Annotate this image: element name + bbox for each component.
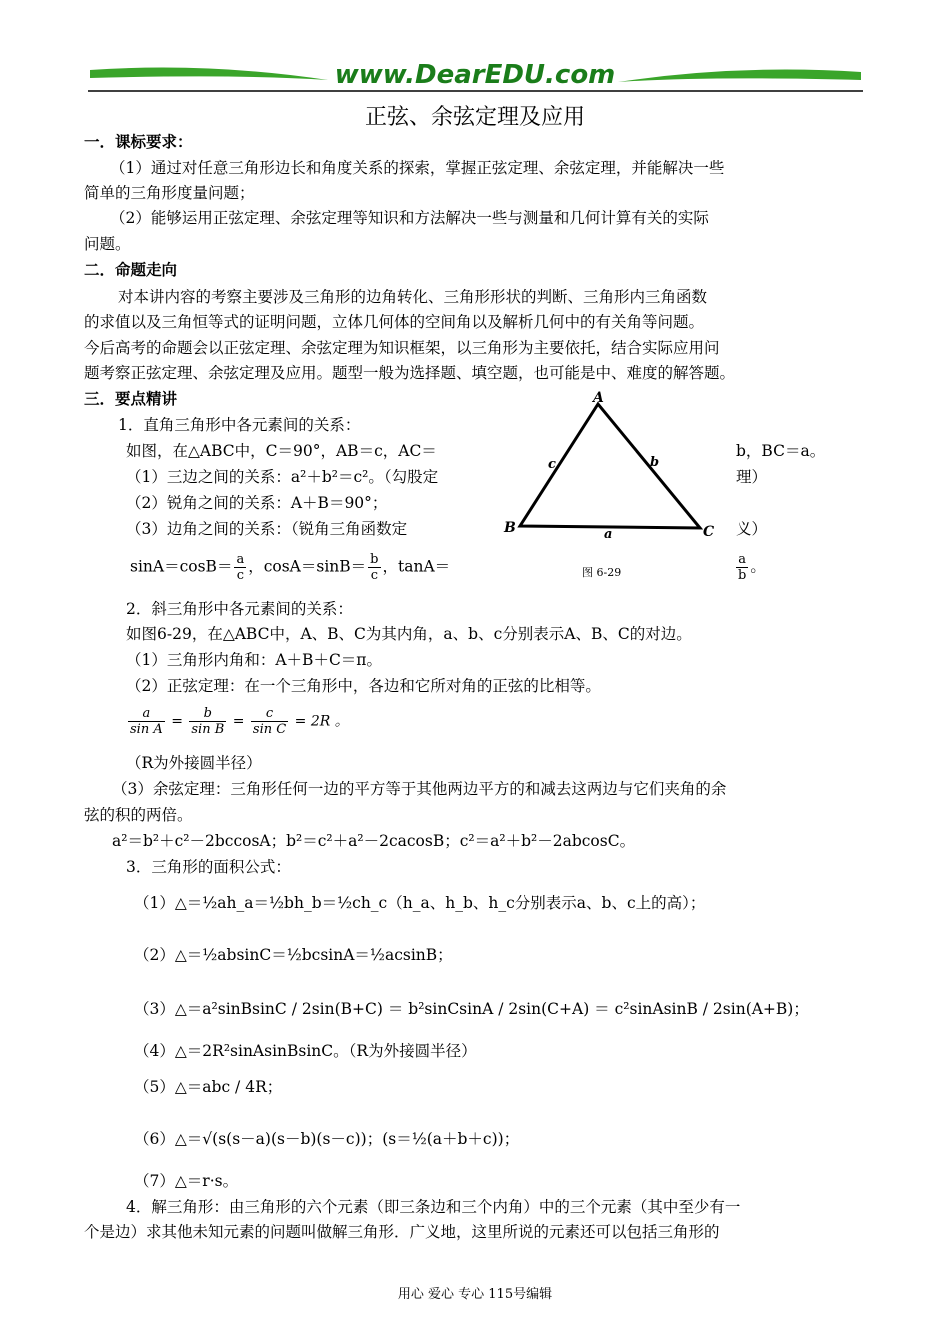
s1-p1b: 简单的三角形度量问题； — [84, 184, 255, 202]
side-a-label: a — [604, 527, 613, 542]
s3-m3: （2）正弦定理：在一个三角形中，各边和它所对角的正弦的比相等。 — [126, 677, 601, 695]
vertex-c-label: C — [703, 524, 715, 540]
s3-t2: 2．斜三角形中各元素间的关系： — [126, 600, 353, 618]
area-formula-5: （5）△＝abc / 4R； — [134, 1078, 283, 1096]
area-formula-2: （2）△＝½absinC＝½bcsinA＝½acsinB； — [134, 946, 453, 964]
s3-m5: （3）余弦定理：三角形任何一边的平方等于其他两边平方的和减去这两边与它们夹角的余 — [112, 780, 727, 798]
site-logo-text: www.DearEDU.com — [334, 60, 616, 90]
section3-heading: 三．要点精讲 — [84, 390, 178, 408]
area-formula-6: （6）△＝√(s(s－a)(s－b)(s－c))；(s＝½(a＋b＋c))； — [134, 1130, 520, 1148]
s3-l5-end: $\frac{a}{b}$ 。 — [738, 552, 766, 583]
s3-m7: a²＝b²＋c²－2bccosA；b²＝c²＋a²－2cacosB；c²＝a²＋b²－2abcosC。 — [112, 832, 636, 850]
s3-m1: 如图6-29，在△ABC中，A、B、C为其内角，a、b、c分别表示A、B、C的对边。 — [126, 625, 692, 643]
s2-p4: 题考察正弦定理、余弦定理及应用。题型一般为选择题、填空题，也可能是中、难度的解答题。 — [84, 364, 736, 382]
sine-law-formula: $\frac{a}{\text{sin A}}$ = $\frac{b}{\text{sin B}}$ = $\frac{c}{\text{sin C}}$ = 2R 。 — [130, 706, 349, 737]
vertex-a-label: A — [593, 390, 604, 406]
s3-l4b: 义） — [736, 520, 768, 538]
side-c-label: c — [548, 457, 556, 472]
s3-t3: 3．三角形的面积公式： — [126, 858, 291, 876]
vertex-b-label: B — [504, 520, 516, 536]
section1-heading: 一．课标要求： — [84, 133, 193, 151]
s3-l1b: b，BC＝a。 — [736, 442, 826, 460]
page-title: 正弦、余弦定理及应用 — [364, 105, 585, 130]
s2-p1: 对本讲内容的考察主要涉及三角形的边角转化、三角形形状的判断、三角形内三角函数 — [118, 288, 708, 306]
s1-p1a: （1）通过对任意三角形边长和角度关系的探索，掌握正弦定理、余弦定理，并能解决一些 — [110, 159, 725, 177]
section2-heading: 二．命题走向 — [84, 261, 178, 279]
s3-m6: 弦的积的两倍。 — [84, 806, 193, 824]
s3-l2a: （1）三边之间的关系：a²＋b²＝c²。（勾股定 — [126, 468, 439, 486]
page-footer: 用心 爱心 专心 115号编辑 — [397, 1287, 553, 1302]
s3-t4b: 个是边）求其他未知元素的问题叫做解三角形．广义地，这里所说的元素还可以包括三角形的 — [84, 1223, 720, 1241]
area-formula-1: （1）△＝½ah_a＝½bh_b＝½ch_c（h_a、h_b、h_c分别表示a、b、c上的高）； — [134, 894, 706, 912]
s3-m4: （R为外接圆半径） — [126, 754, 262, 772]
s2-p2: 的求值以及三角恒等式的证明问题，立体几何体的空间角以及解析几何中的有关角等问题。 — [84, 313, 705, 331]
s3-l2b: 理） — [736, 468, 768, 486]
side-b-label: b — [650, 455, 660, 470]
area-formula-3: （3）△＝a²sinBsinC / 2sin(B+C) ＝ b²sinCsinA / 2sin(C+A) ＝ c²sinAsinB / 2sin(A+B)； — [134, 1000, 809, 1018]
s1-p2b: 问题。 — [84, 235, 131, 253]
area-formula-7: （7）△＝r·s。 — [134, 1172, 239, 1190]
s3-t1: 1．直角三角形中各元素间的关系： — [118, 416, 361, 434]
s3-l1a: 如图，在△ABC中，C＝90°，AB＝c，AC＝ — [126, 442, 437, 460]
s3-m2: （1）三角形内角和：A＋B＋C＝π。 — [126, 651, 382, 669]
s3-l3: （2）锐角之间的关系：A＋B＝90°； — [126, 494, 388, 512]
s2-p3: 今后高考的命题会以正弦定理、余弦定理为知识框架，以三角形为主要依托，结合实际应用问 — [84, 339, 720, 357]
figure-caption: 图 6-29 — [582, 566, 622, 579]
s1-p2a: （2）能够运用正弦定理、余弦定理等知识和方法解决一些与测量和几何计算有关的实际 — [110, 209, 709, 227]
s3-t4a: 4．解三角形：由三角形的六个元素（即三条边和三个内角）中的三个元素（其中至少有一 — [126, 1198, 741, 1216]
s3-l4a: （3）边角之间的关系：（锐角三角函数定 — [126, 520, 408, 538]
area-formula-4: （4）△＝2R²sinAsinBsinC。（R为外接圆半径） — [134, 1042, 477, 1060]
triangle-figure — [500, 388, 725, 588]
s3-l5: sinA＝cosB＝ $\frac{a}{c}$ ，cosA＝sinB＝ $\frac{b}{c}$ ，tanA＝ — [130, 552, 451, 583]
